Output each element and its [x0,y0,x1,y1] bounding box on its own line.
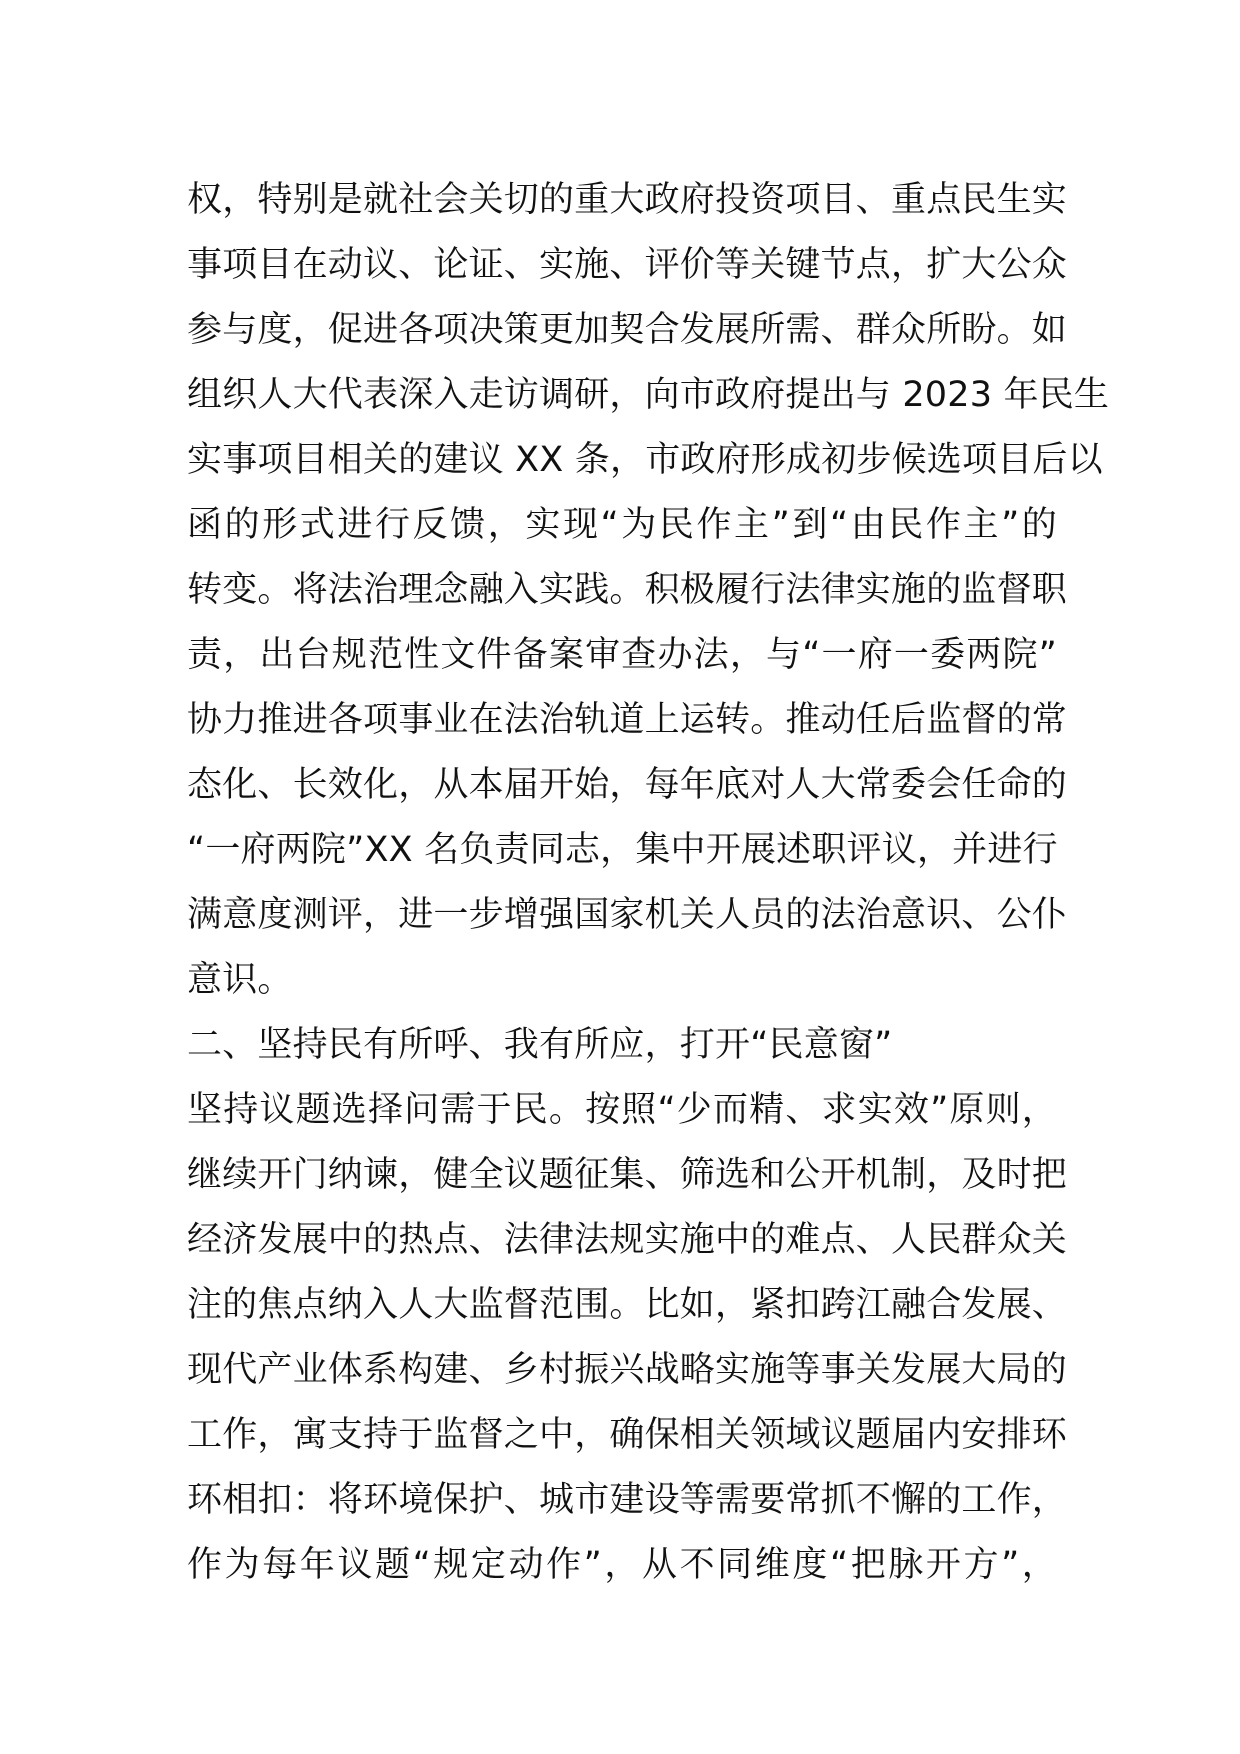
text-line: 实事项目相关的建议 XX 条，市政府形成初步候选项目后以 [187,440,1103,480]
text-line: “一府两院”XX 名负责同志，集中开展述职评议，并进行 [187,830,1058,870]
text-line: 经济发展中的热点、法律法规实施中的难点、人民群众关 [187,1220,1068,1260]
text-line: 环相扣：将环境保护、城市建设等需要常抓不懈的工作， [187,1480,1068,1520]
document-body [187,168,1110,1598]
text-line: 作为每年议题“规定动作”，从不同维度“把脉开方”， [187,1545,1057,1585]
text-line: 权，特别是就社会关切的重大政府投资项目、重点民生实 [187,180,1068,220]
text-line: 坚持议题选择问需于民。按照“少而精、求实效”原则， [187,1090,1057,1130]
text-line: 函的形式进行反馈，实现“为民作主”到“由民作主”的 [187,505,1057,545]
text-line: 意识。 [187,960,293,1000]
text-line: 参与度，促进各项决策更加契合发展所需、群众所盼。如 [187,310,1068,350]
text-line: 协力推进各项事业在法治轨道上运转。推动任后监督的常 [187,700,1068,740]
text-line: 组织人大代表深入走访调研，向市政府提出与 2023 年民生 [187,375,1110,415]
text-line: 继续开门纳谏，健全议题征集、筛选和公开机制，及时把 [187,1155,1068,1195]
text-line: 责，出台规范性文件备案审查办法，与“一府一委两院” [187,635,1057,675]
text-line: 转变。将法治理念融入实践。积极履行法律实施的监督职 [187,570,1068,610]
section-heading: 二、坚持民有所呼、我有所应，打开“民意窗” [187,1025,893,1065]
text-line: 满意度测评，进一步增强国家机关人员的法治意识、公仆 [187,895,1068,935]
text-line: 事项目在动议、论证、实施、评价等关键节点，扩大公众 [187,245,1068,285]
text-line: 注的焦点纳入人大监督范围。比如，紧扣跨江融合发展、 [187,1285,1068,1325]
text-line: 态化、长效化，从本届开始，每年底对人大常委会任命的 [187,765,1068,805]
text-line: 工作，寓支持于监督之中，确保相关领域议题届内安排环 [187,1415,1068,1455]
text-line: 现代产业体系构建、乡村振兴战略实施等事关发展大局的 [187,1350,1068,1390]
